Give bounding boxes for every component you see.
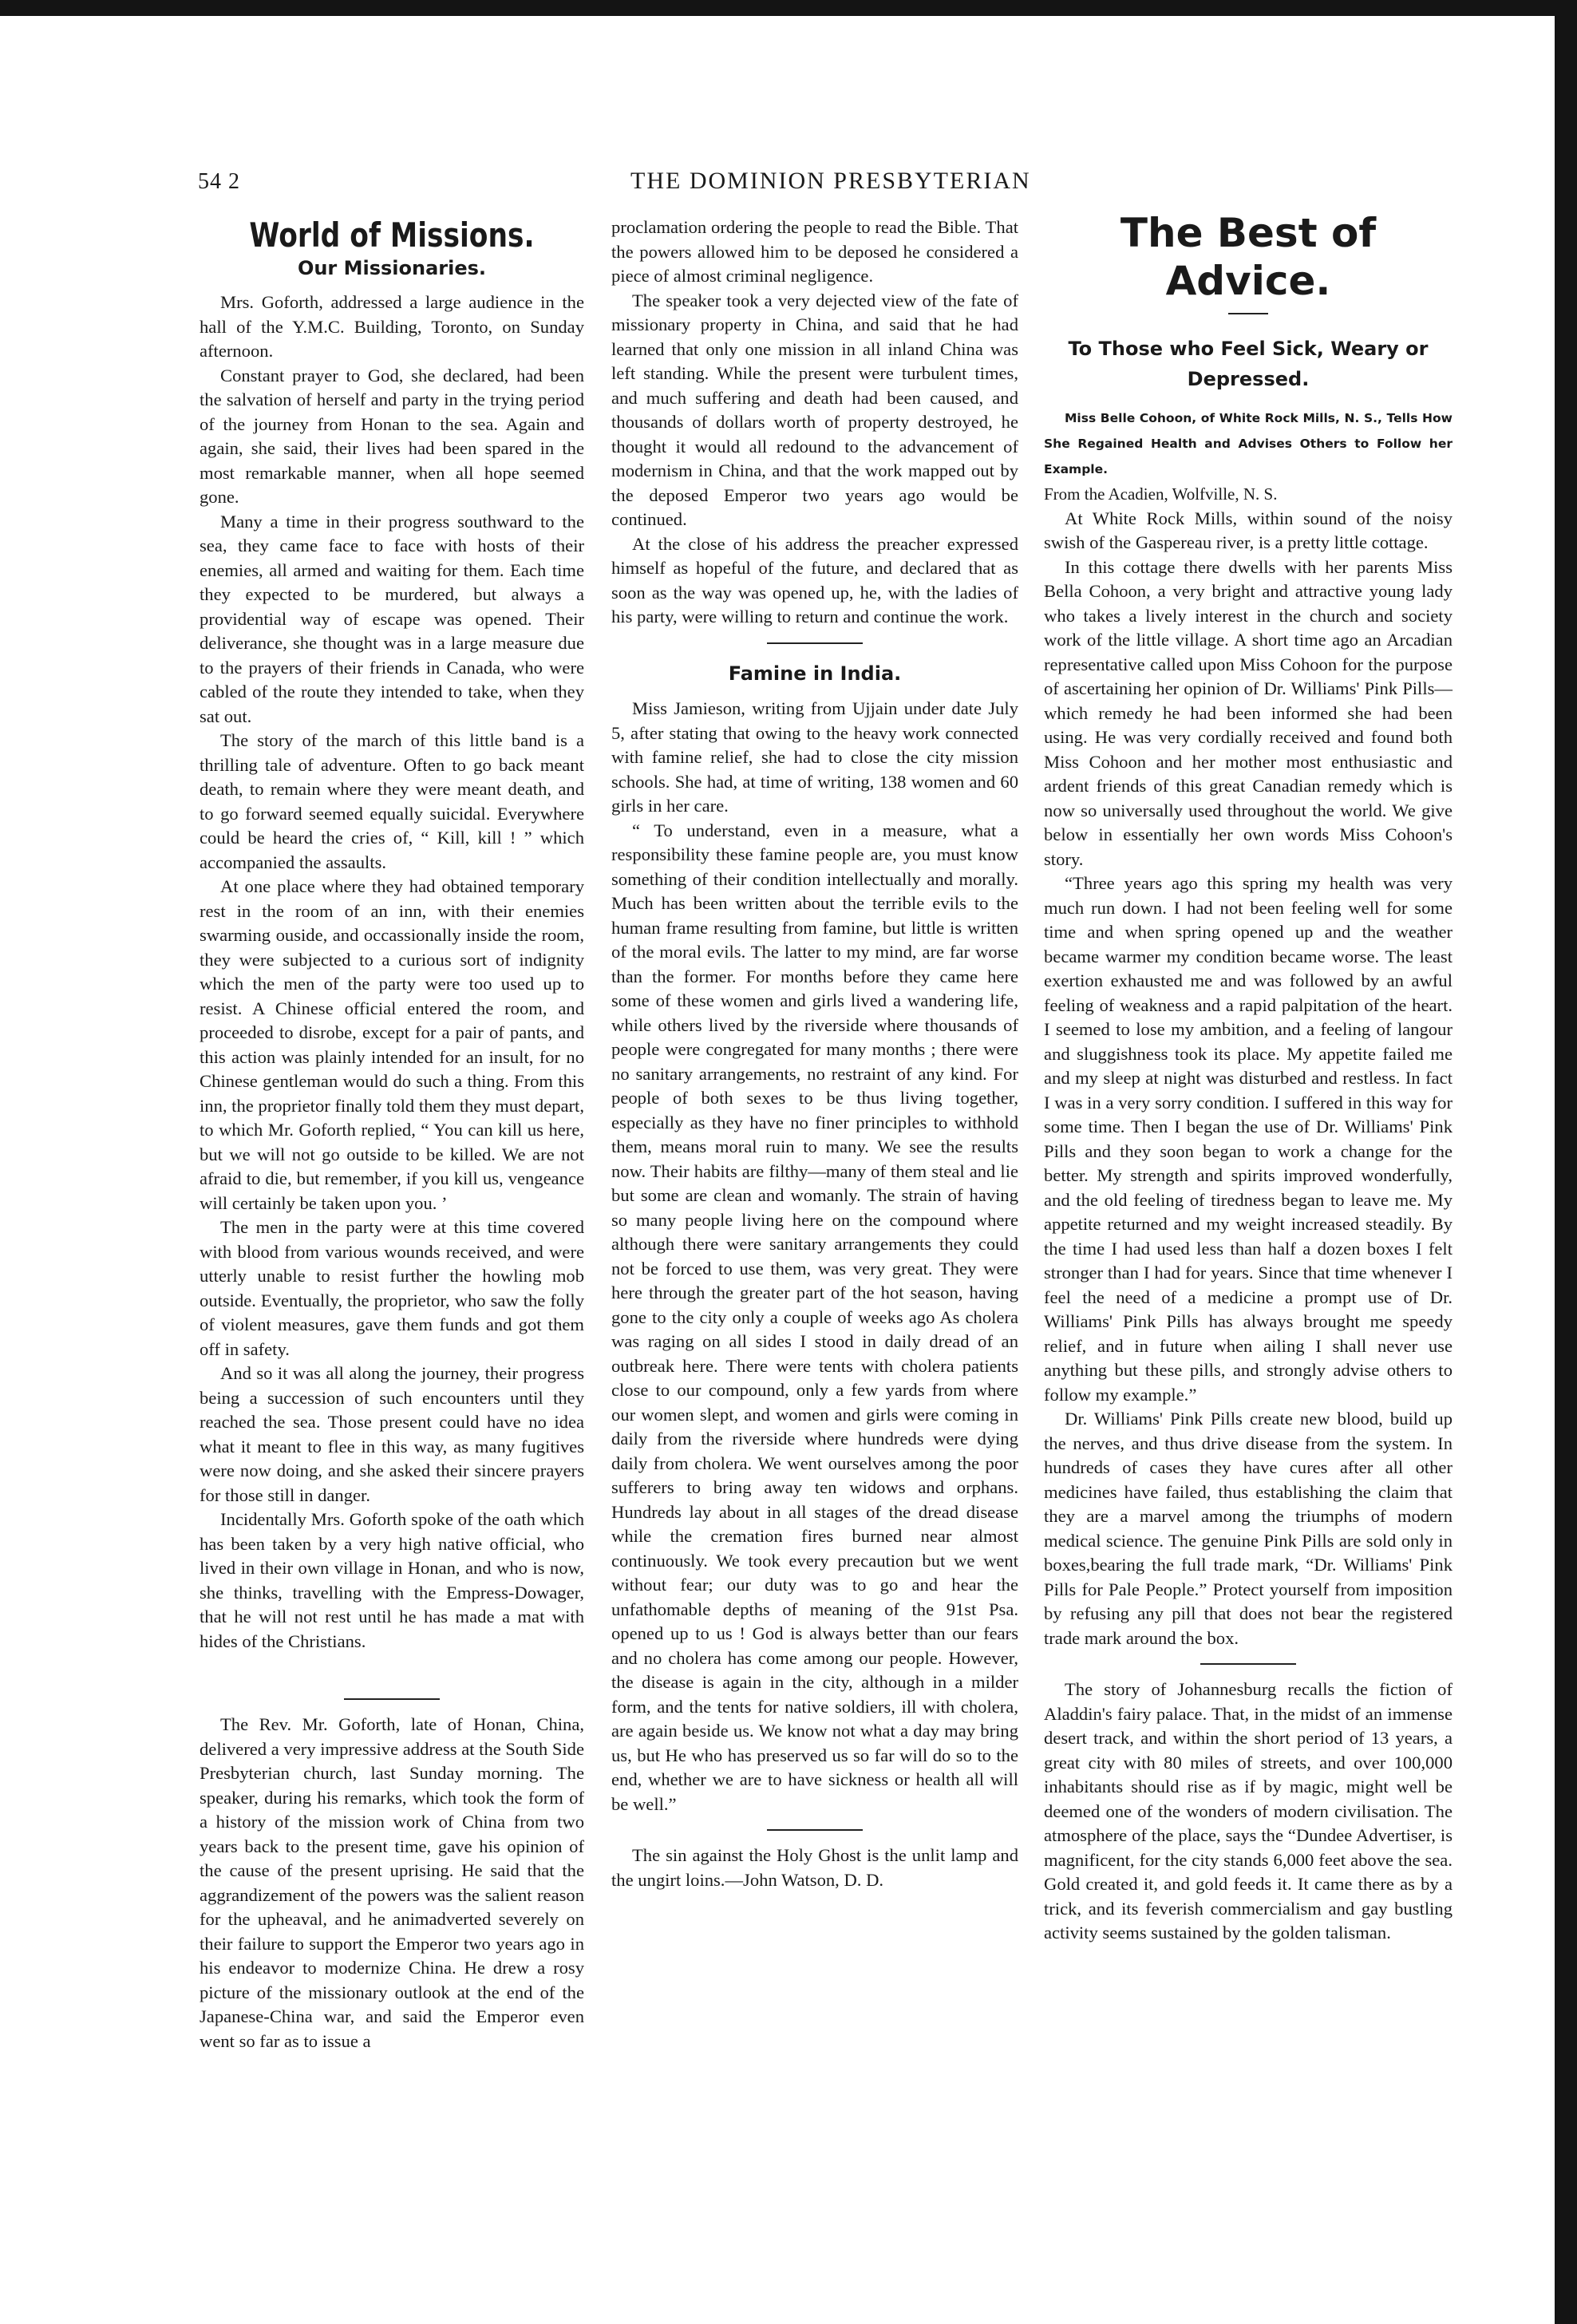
paragraph: Many a time in their progress southward to the sea, they came face to face with hosts of their enemies, all armed and waiting for them. Each time they expected to be murdered, but always a providential way of escape was opened. Their deliverance, she thought was in a large measure due to the prayers of their friends in Canada, who were cabled of the route they intended to take, when they sat out. — [200, 511, 584, 726]
paragraph: The speaker took a very dejected view of the fate of missionary property in China, and said that he had learned that only one mission in all inland China was left standing. While the present were turbulent times, and much suffering and death had been caused, and thousands of dollars worth of property destroyed, he thought it would all redound to the advancement of modernism in China, and that the work mapped out by the deposed Emperor two years ago would be continued. — [611, 290, 1018, 529]
paragraph: At one place where they had obtained temporary rest in the room of an inn, with their enemies swarming ouside, and occassionally inside the room, they were subjected to a curious sort of indignity which the men of the party were too used up to resist. A Chinese official entered the room, and proceeded to disrobe, except for a pair of pants, and this action was plainly intended for an insult, for no Chinese gentleman would do such a thing. From this inn, the proprietor finally told them they must depart, to which Mr. Goforth replied, “ You can kill us here, but we will not go outside to be killed. We are not afraid to die, but remember, if you kill us, vengeance will certainly be taken upon you. ’ — [200, 876, 584, 1213]
paragraph: The men in the party were at this time covered with blood from various wounds received, and were utterly unable to resist further the howling mob outside. Eventually, the proprietor, who saw the folly of violent measures, gave them funds and got them off in safety. — [200, 1217, 584, 1359]
right-border — [1555, 0, 1577, 2324]
paragraph: Mrs. Goforth, addressed a large audience in the hall of the Y.M.C. Building, Toronto, on Sunday afternoon. — [200, 292, 584, 361]
paragraph: Constant prayer to God, she declared, had been the salvation of herself and party in the trying period of the journey from Honan to the sea. Again and again, she said, their lives had been spared in the most remarkable manner, when all hope seemed gone. — [200, 365, 584, 507]
paragraph: “ To understand, even in a measure, what a responsibility these famine people are, you must know something of their condition intellectually and morally. Much has been written about the terrible evils to the human frame resulting from famine, but little is written of the moral evils. The latter to my mind, are far worse than the former. For months before they came here some of these women and girls lived a wandering life, while others lived by the riverside where thousands of people were congregated for many months ; there were no sanitary arrangements, no restraint of any kind. For people of both sexes to be thus living together, especially as they have no finer principles to withhold them, means moral ruin to many. We see the results now. Their habits are filthy—many of them steal and lie but some are clean and womanly. The strain of having so many people living here on the compound where although there were sanitary arrangements they could not be forced to use them, was very great. They were here through the greater part of the hot season, having gone to the city only a couple of weeks ago As cholera was raging on all sides I stood in daily dread of an outbreak here. There were tents with cholera patients close to our compound, only a few yards from where our women slept, and women and girls were coming in daily from the riverside where hundreds were dying daily from cholera. We went ourselves among the poor sufferers to bring away ten widows and orphans. Hundreds lay about in all stages of the dread disease while the cremation fires burned near almost continuously. We took every precaution but we went without fear; our duty was to go and hear the unfathomable depths of meaning of the 91st Psa. opened up to us ! God is always better than our fears and no cholera has come among our people. However, the disease is again in the city, although in a milder form, and the tents for native soldiers, ill with cholera, are again beside us. We know not what a day may bring us, but He who has preserved us so far will do so to the end, whether we are to have sickness or health all will be well.” — [611, 820, 1018, 1814]
best-of-advice-title: The Best of Advice. — [1120, 210, 1377, 304]
divider-rule — [344, 1698, 440, 1700]
divider-rule — [767, 642, 863, 644]
paragraph: At the close of his address the preacher expressed himself as hopeful of the future, and declared that as soon as the way was opened up, he, with the ladies of his party, were willing to return and continue the work. — [611, 533, 1018, 626]
running-head: THE DOMINION PRESBYTERIAN — [630, 168, 1031, 194]
advice-subtitle: To Those who Feel Sick, Weary or Depressed. — [1068, 338, 1429, 390]
famine-title: Famine in India. — [728, 662, 902, 685]
quote: The sin against the Holy Ghost is the unlit lamp and the ungirt loins.—John Watson, D. D. — [611, 1845, 1018, 1890]
paragraph: The story of the march of this little band is a thrilling tale of adventure. Often to go back meant death, to remain where they were meant death, and to go forward seemed equally suicidal. Everywhere could be heard the cries of, “ Kill, kill ! ” which accompanied the assaults. — [200, 730, 584, 872]
paragraph: The Rev. Mr. Goforth, late of Honan, China, delivered a very impressive address at the South Side Presbyterian church, last Sunday morning. The speaker, during his remarks, which took the form of a history of the mission work of China from two years back to the present time, gave his opinion of the cause of the present uprising. He said that the aggrandizement of the powers was the salient reason for the upheaval, and he animadverted severely on their failure to support the Emperor two years ago in his endeavor to modernize China. He drew a rosy picture of the missionary outlook at the end of the Japanese-China war, and said the Emperor even went so far as to issue a — [200, 1714, 584, 2051]
divider-rule — [1228, 313, 1268, 314]
paragraph: Miss Jamieson, writing from Ujjain under date July 5, after stating that owing to the heavy work connected with famine relief, she had to close the city mission schools. She had, at time of writing, 138 women and 60 girls in her care. — [611, 698, 1018, 816]
column-middle — [611, 215, 1018, 1892]
top-border — [0, 0, 1577, 16]
paragraph: And so it was all along the journey, their progress being a succession of such encounters until they reached the sea. Those present could have no idea what it meant to flee in this way, as many fugitives were now doing, and she asked their sincere prayers for those still in danger. — [200, 1363, 584, 1505]
paragraph: Incidentally Mrs. Goforth spoke of the oath which has been taken by a very high native official, who lived in their own village in Honan, and who is now, she thinks, travelling with the Empress-Dowager, that he will not rest until he has made a mat with hides of the Christians. — [200, 1509, 584, 1651]
divider-rule — [767, 1829, 863, 1831]
paragraph: The story of Johannesburg recalls the fiction of Aladdin's fairy palace. That, in the midst of an immense desert track, and within the short period of 13 years, a great city with 80 miles of streets, and over 100,000 inhabitants should rise as if by magic, might well be deemed one of the wonders of modern civilisation. The atmosphere of the place, says the “Dundee Advertiser, is magnificent, for the city stands 6,000 feet above the sea. Gold created it, and gold feeds it. It came there as by a trick, and its feverish commercialism and gay bustling activity seems sustained by the golden talisman. — [1044, 1679, 1452, 1943]
paragraph: Dr. Williams' Pink Pills create new blood, build up the nerves, and thus drive disease from the system. In hundreds of cases they have cures after all other medicines have failed, thus establishing the claim that they are a marvel among the triumphs of modern medical science. The genuine Pink Pills are sold only in boxes,bearing the full trade mark, “Dr. Williams' Pink Pills for Pale People.” Protect yourself from imposition by refusing any pill that does not bear the registered trade mark around the box. — [1044, 1409, 1452, 1648]
dateline: From the Acadien, Wolfville, N. S. — [1044, 484, 1278, 504]
page-number: 54 2 — [198, 169, 240, 194]
column-world-of-missions — [200, 201, 584, 2053]
advice-deck: Miss Belle Cohoon, of White Rock Mills, N. S., Tells How She Regained Health and Advises Others to Follow her Example. — [1044, 411, 1452, 476]
our-missionaries-subtitle: Our Missionaries. — [297, 257, 487, 279]
paragraph: “Three years ago this spring my health was very much run down. I had not been feeling well for some time and when spring opened up and the weather became warmer my condition became worse. The least exertion exhausted me and was followed by an awful feeling of weakness and a rapid palpitation of the heart. I seemed to lose my ambition, and a feeling of langour and sluggishness took its place. My appetite failed me and my sleep at night was disturbed and restless. In fact I was in a very sorry condition. I suffered in this way for some time. Then I began the use of Dr. Williams' Pink Pills and they soon began to work a change for the better. My strength and spirits improved wonderfully, and the old feeling of tiredness began to leave me. My appetite returned and my weight increased steadily. By the time I had used less than half a dozen boxes I felt stronger than I had for years. Since that time whenever I feel the need of a medicine a prompt use of Dr. Williams' Pink Pills has always brought me speedy relief, and in future when ailing I shall never use anything but these pills, and strongly advise others to follow my example.” — [1044, 873, 1452, 1405]
world-of-missions-title: World of Missions. — [249, 215, 535, 255]
paragraph: At White Rock Mills, within sound of the noisy swish of the Gaspereau river, is a pretty little cottage. — [1044, 508, 1452, 552]
divider-rule — [1200, 1663, 1296, 1665]
paragraph: In this cottage there dwells with her parents Miss Bella Cohoon, a very bright and attractive young lady who takes a lively interest in the church and society work of the little village. A short time ago an Arcadian representative called upon Miss Cohoon for the purpose of ascertaining her opinion of Dr. Williams' Pink Pills—which remedy he had been informed she had been using. He was very cordially received and found both Miss Cohoon and her mother most enthusiastic and ardent friends of this great Canadian remedy which is now so universally used throughout the world. We give below in essentially her own words Miss Cohoon's story. — [1044, 556, 1452, 869]
paragraph: proclamation ordering the people to read the Bible. That the powers allowed him to be deposed he considered a piece of almost criminal negligence. — [611, 217, 1018, 286]
column-best-of-advice — [1044, 209, 1452, 1946]
spacer — [200, 1654, 584, 1686]
